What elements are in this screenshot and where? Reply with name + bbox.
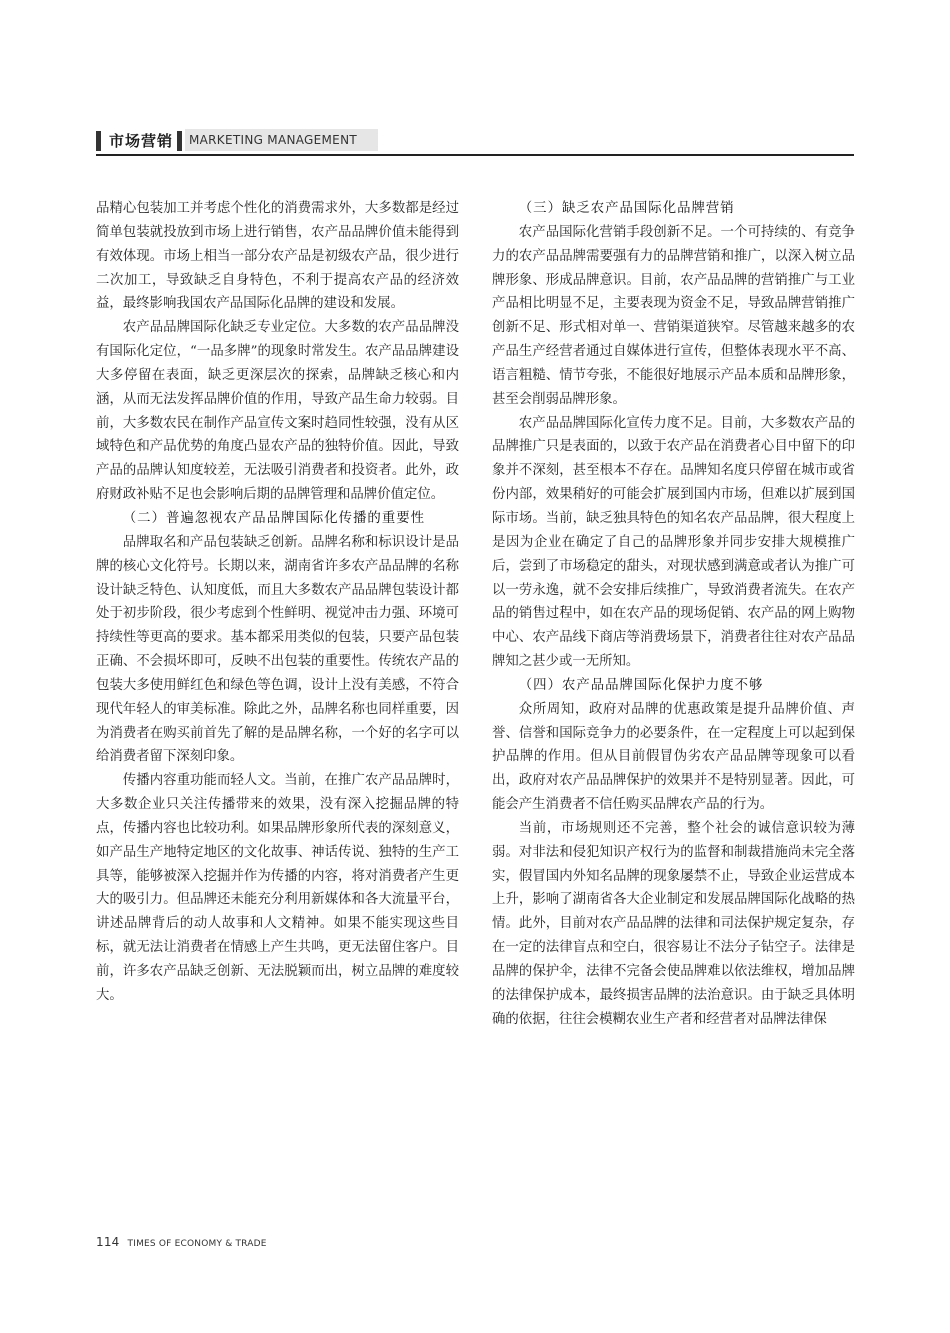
- left-column: [96, 197, 459, 1008]
- header-rule: [96, 154, 854, 156]
- right-column: [492, 197, 855, 1032]
- section-heading: （四）农产品品牌国际化保护力度不够: [518, 677, 764, 693]
- header-divider-bar: [177, 131, 182, 151]
- section-title-en: MARKETING MANAGEMENT: [185, 129, 378, 151]
- paragraph: 传播内容重功能而轻人文。当前，在推广农产品品牌时，大多数企业只关注传播带来的效果，没有深入挖掘品牌的特点，传播内容也比较功利。如果品牌形象所代表的深刻意义，如产品生产地特定地区的文化故事、神话传说、独特的生产工具等，能够被深入挖掘并作为传播的内容，将对消费者产生更大的吸引力。但品牌还未能充分利用新媒体和各大流量平台，讲述品牌背后的动人故事和人文精神。如果不能实现这些目标，就无法让消费者在情感上产生共鸣，更无法留住客户。目前，许多农产品缺乏创新、无法脱颖而出，树立品牌的难度较大。: [96, 773, 459, 1003]
- paragraph: 农产品国际化营销手段创新不足。一个可持续的、有竞争力的农产品品牌需要强有力的品牌营销和推广，以深入树立品牌形象、形成品牌意识。目前，农产品品牌的营销推广与工业产品相比明显不足，主要表现为资金不足，导致品牌营销推广创新不足、形式相对单一、营销渠道狭窄。尽管越来越多的农产品生产经营者通过自媒体进行宣传，但整体表现水平不高、语言粗糙、情节夸张，不能很好地展示产品本质和品牌形象，甚至会削弱品牌形象。: [492, 224, 855, 407]
- section-title-zh: 市场营销: [109, 132, 174, 150]
- paragraph: 农产品品牌国际化宣传力度不足。目前，大多数农产品的品牌推广只是表面的，以致于农产品在消费者心目中留下的印象并不深刻，甚至根本不存在。品牌知名度只停留在城市或省份内部，效果稍好的可能会扩展到国内市场，但难以扩展到国际市场。当前，缺乏独具特色的知名农产品品牌，很大程度上是因为企业在确定了自己的品牌形象并同步安排大规模推广后，尝到了市场稳定的甜头，对现状感到满意或者认为推广可以一劳永逸，就不会安排后续推广，导致消费者流失。在农产品的销售过程中，如在农产品的现场促销、农产品的网上购物中心、农产品线下商店等消费场景下，消费者往往对农产品品牌知之甚少或一无所知。: [492, 415, 855, 670]
- header-accent-bar: [96, 131, 101, 151]
- paragraph: 众所周知，政府对品牌的优惠政策是提升品牌价值、声誉、信誉和国际竞争力的必要条件，在一定程度上可以起到保护品牌的作用。但从目前假冒伪劣农产品品牌等现象可以看出，政府对农产品品牌保护的效果并不是特别显著。因此，可能会产生消费者不信任购买品牌农产品的行为。: [492, 701, 855, 813]
- page-number: 114: [96, 1235, 120, 1249]
- journal-name: TIMES OF ECONOMY & TRADE: [127, 1239, 267, 1249]
- section-heading: （三）缺乏农产品国际化品牌营销: [518, 201, 735, 216]
- paragraph: 品精心包装加工并考虑个性化的消费需求外，大多数都是经过简单包装就投放到市场上进行销售，农产品品牌价值未能得到有效体现。市场上相当一部分农产品是初级农产品，很少进行二次加工，导致缺乏自身特色，不利于提高农产品的经济效益，最终影响我国农产品国际化品牌的建设和发展。: [96, 201, 459, 312]
- running-header: [96, 128, 854, 158]
- paragraph: 当前，市场规则还不完善，整个社会的诚信意识较为薄弱。对非法和侵犯知识产权行为的监督和制裁措施尚未完全落实，假冒国内外知名品牌的现象屡禁不止，导致企业运营成本上升，影响了湖南省各大企业制定和发展品牌国际化战略的热情。此外，目前对农产品品牌的法律和司法保护规定复杂，存在一定的法律盲点和空白，很容易让不法分子钻空子。法律是品牌的保护伞，法律不完备会使品牌难以依法维权，增加品牌的法律保护成本，最终损害品牌的法治意识。由于缺乏具体明确的依据，往往会模糊农业生产者和经营者对品牌法律保: [492, 820, 855, 1027]
- paragraph: 品牌取名和产品包装缺乏创新。品牌名称和标识设计是品牌的核心文化符号。长期以来，湖南省许多农产品品牌的名称设计缺乏特色、认知度低，而且大多数农产品品牌包装设计都处于初步阶段，很少考虑到个性鲜明、视觉冲击力强、环境可持续性等更高的要求。基本都采用类似的包装，只要产品包装正确、不会损坏即可，反映不出包装的重要性。传统农产品的包装大多使用鲜红色和绿色等色调，设计上没有美感，不符合现代年轻人的审美标准。除此之外，品牌名称也同样重要，因为消费者在购买前首先了解的是品牌名称，一个好的名字可以给消费者留下深刻印象。: [96, 534, 459, 765]
- paragraph: 农产品品牌国际化缺乏专业定位。大多数的农产品品牌没有国际化定位，“一品多牌”的现象时常发生。农产品品牌建设大多停留在表面，缺乏更深层次的探索，品牌缺乏核心和内涵，从而无法发挥品牌价值的作用，导致产品生命力较弱。目前，大多数农民在制作产品宣传文案时趋同性较强，没有从区域特色和产品优势的角度凸显农产品的独特价值。因此，导致产品的品牌认知度较差，无法吸引消费者和投资者。此外，政府财政补贴不足也会影响后期的品牌管理和品牌价值定位。: [96, 320, 459, 503]
- section-heading: （二）普遍忽视农产品品牌国际化传播的重要性: [122, 510, 425, 526]
- page-footer: [96, 1235, 267, 1249]
